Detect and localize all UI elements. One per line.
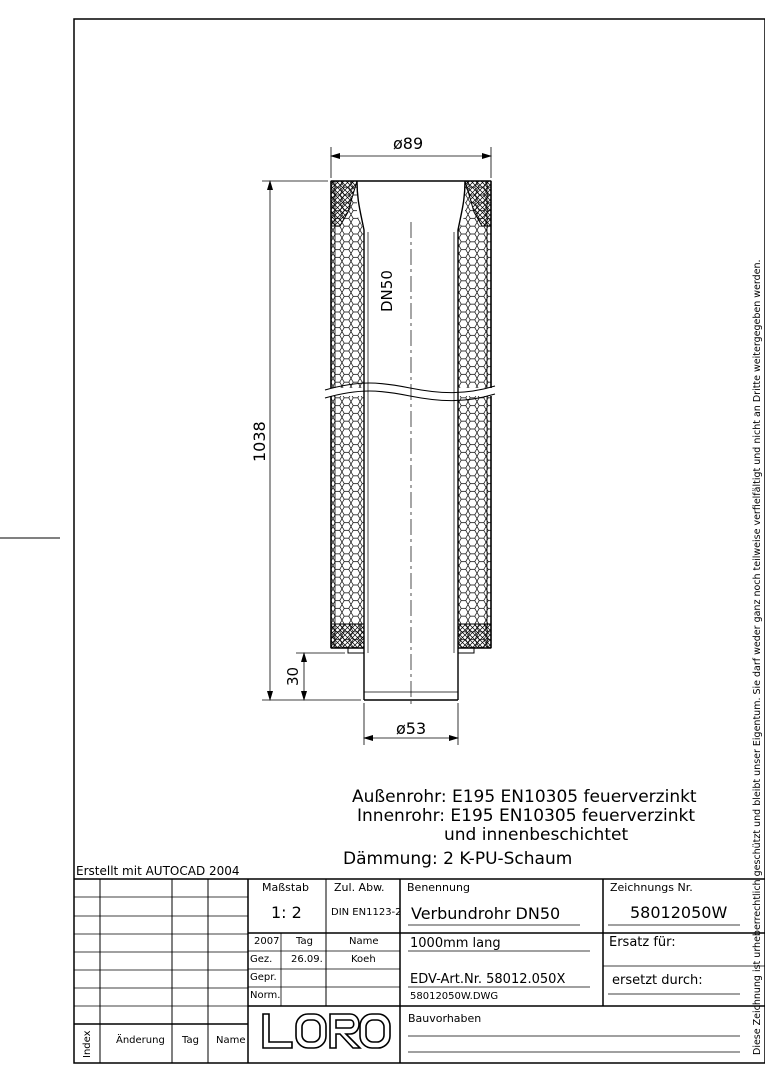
outer-pipe-spec: Außenrohr: E195 EN10305 feuerverzinkt (352, 787, 697, 807)
tolerance-value: DIN EN1123-2 (331, 907, 402, 918)
inner-pipe-spec-cont: und innenbeschichtet (444, 825, 629, 845)
dim-outer-diameter: ø89 (393, 134, 424, 153)
tolerance-label: Zul. Abw. (334, 881, 385, 894)
designation-value: Verbundrohr DN50 (411, 904, 561, 923)
copyright-notice: Diese Zeichnung ist urheberrechtlich geschützt und bleibt unser Eigentum. Sie darf weder ganz noch teilweise verfielfältigt und nicht an Dritte weitergegeben werden. (752, 259, 763, 1055)
change-day-label: Tag (182, 1035, 199, 1046)
dim-offset: 30 (284, 666, 302, 686)
insulation-spec: Dämmung: 2 K-PU-Schaum (343, 849, 573, 869)
pipe-label: DN50 (378, 270, 396, 312)
change-name-label: Name (216, 1035, 246, 1046)
drawn-name: Koeh (351, 954, 376, 965)
pipe-section-view (325, 181, 495, 705)
day-label: Tag (296, 936, 313, 947)
drawing-no-label: Zeichnungs Nr. (610, 881, 693, 894)
dim-inner-diameter: ø53 (396, 719, 427, 738)
project-label: Bauvorhaben (408, 1012, 482, 1025)
year-value: 2007 (254, 936, 280, 947)
change-label: Änderung (116, 1035, 165, 1046)
index-label: Index (82, 1030, 93, 1058)
dwg-file: 58012050W.DWG (410, 991, 499, 1002)
created-with: Erstellt mit AUTOCAD 2004 (76, 864, 240, 878)
scale-value: 1: 2 (271, 903, 302, 922)
edv-article: EDV-Art.Nr. 58012.050X (410, 972, 566, 987)
checked-label: Gepr. (250, 972, 277, 983)
dim-length: 1038 (250, 421, 269, 462)
length-note: 1000mm lang (410, 936, 501, 951)
name-label: Name (349, 936, 379, 947)
loro-logo (263, 1014, 390, 1048)
norm-label: Norm. (250, 990, 281, 1001)
designation-label: Benennung (407, 881, 470, 894)
replaced-by-label: ersetzt durch: (612, 973, 703, 988)
drawing-no-value: 58012050W (630, 903, 728, 922)
inner-pipe-spec: Innenrohr: E195 EN10305 feuerverzinkt (357, 806, 696, 826)
replaces-label: Ersatz für: (609, 935, 676, 950)
drawn-label: Gez. (250, 954, 273, 965)
scale-label: Maßstab (262, 881, 309, 894)
drawn-date: 26.09. (291, 954, 323, 965)
